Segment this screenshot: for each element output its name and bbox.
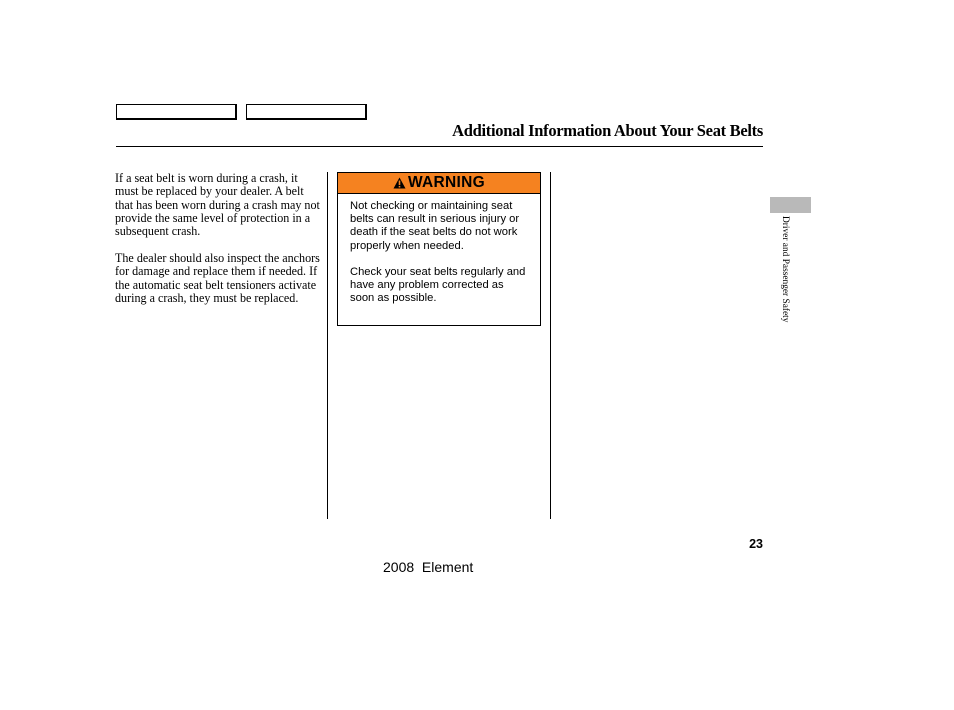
warning-paragraph-1: Not checking or maintaining seat belts can result in serious injury or death if the seat belts do not work properly when needed.: [350, 200, 520, 252]
paragraph-text: If a seat belt is worn during a crash, it must be replaced by your dealer. A belt that has been worn during a crash may not provide the same level of protection in a subsequent crash.: [115, 171, 320, 239]
warning-triangle-icon: [393, 177, 406, 189]
body-paragraph-2: [115, 252, 321, 305]
page-number: 23: [749, 537, 763, 551]
footer-model: 2008 Element: [383, 559, 474, 575]
title-divider: [116, 146, 763, 147]
main-menu-button[interactable]: [116, 104, 237, 120]
index-button[interactable]: [246, 104, 367, 120]
section-label: Driver and Passenger Safety: [780, 216, 790, 323]
body-paragraph-1: [115, 172, 321, 238]
column-divider-left: [327, 172, 328, 519]
page-title: Additional Information About Your Seat Belts: [452, 121, 763, 140]
column-divider-right: [550, 172, 551, 519]
warning-paragraph-2: Check your seat belts regularly and have any problem corrected as soon as possible.: [350, 265, 526, 305]
warning-text: [338, 194, 540, 305]
section-tab[interactable]: [770, 197, 811, 213]
paragraph-text: The dealer should also inspect the anchors for damage and replace them if needed. If the automatic seat belt tensioners activate during a crash, they must be replaced.: [115, 251, 320, 305]
warning-header: [338, 173, 540, 194]
warning-label: WARNING: [407, 174, 485, 191]
warning-box: [337, 172, 541, 326]
